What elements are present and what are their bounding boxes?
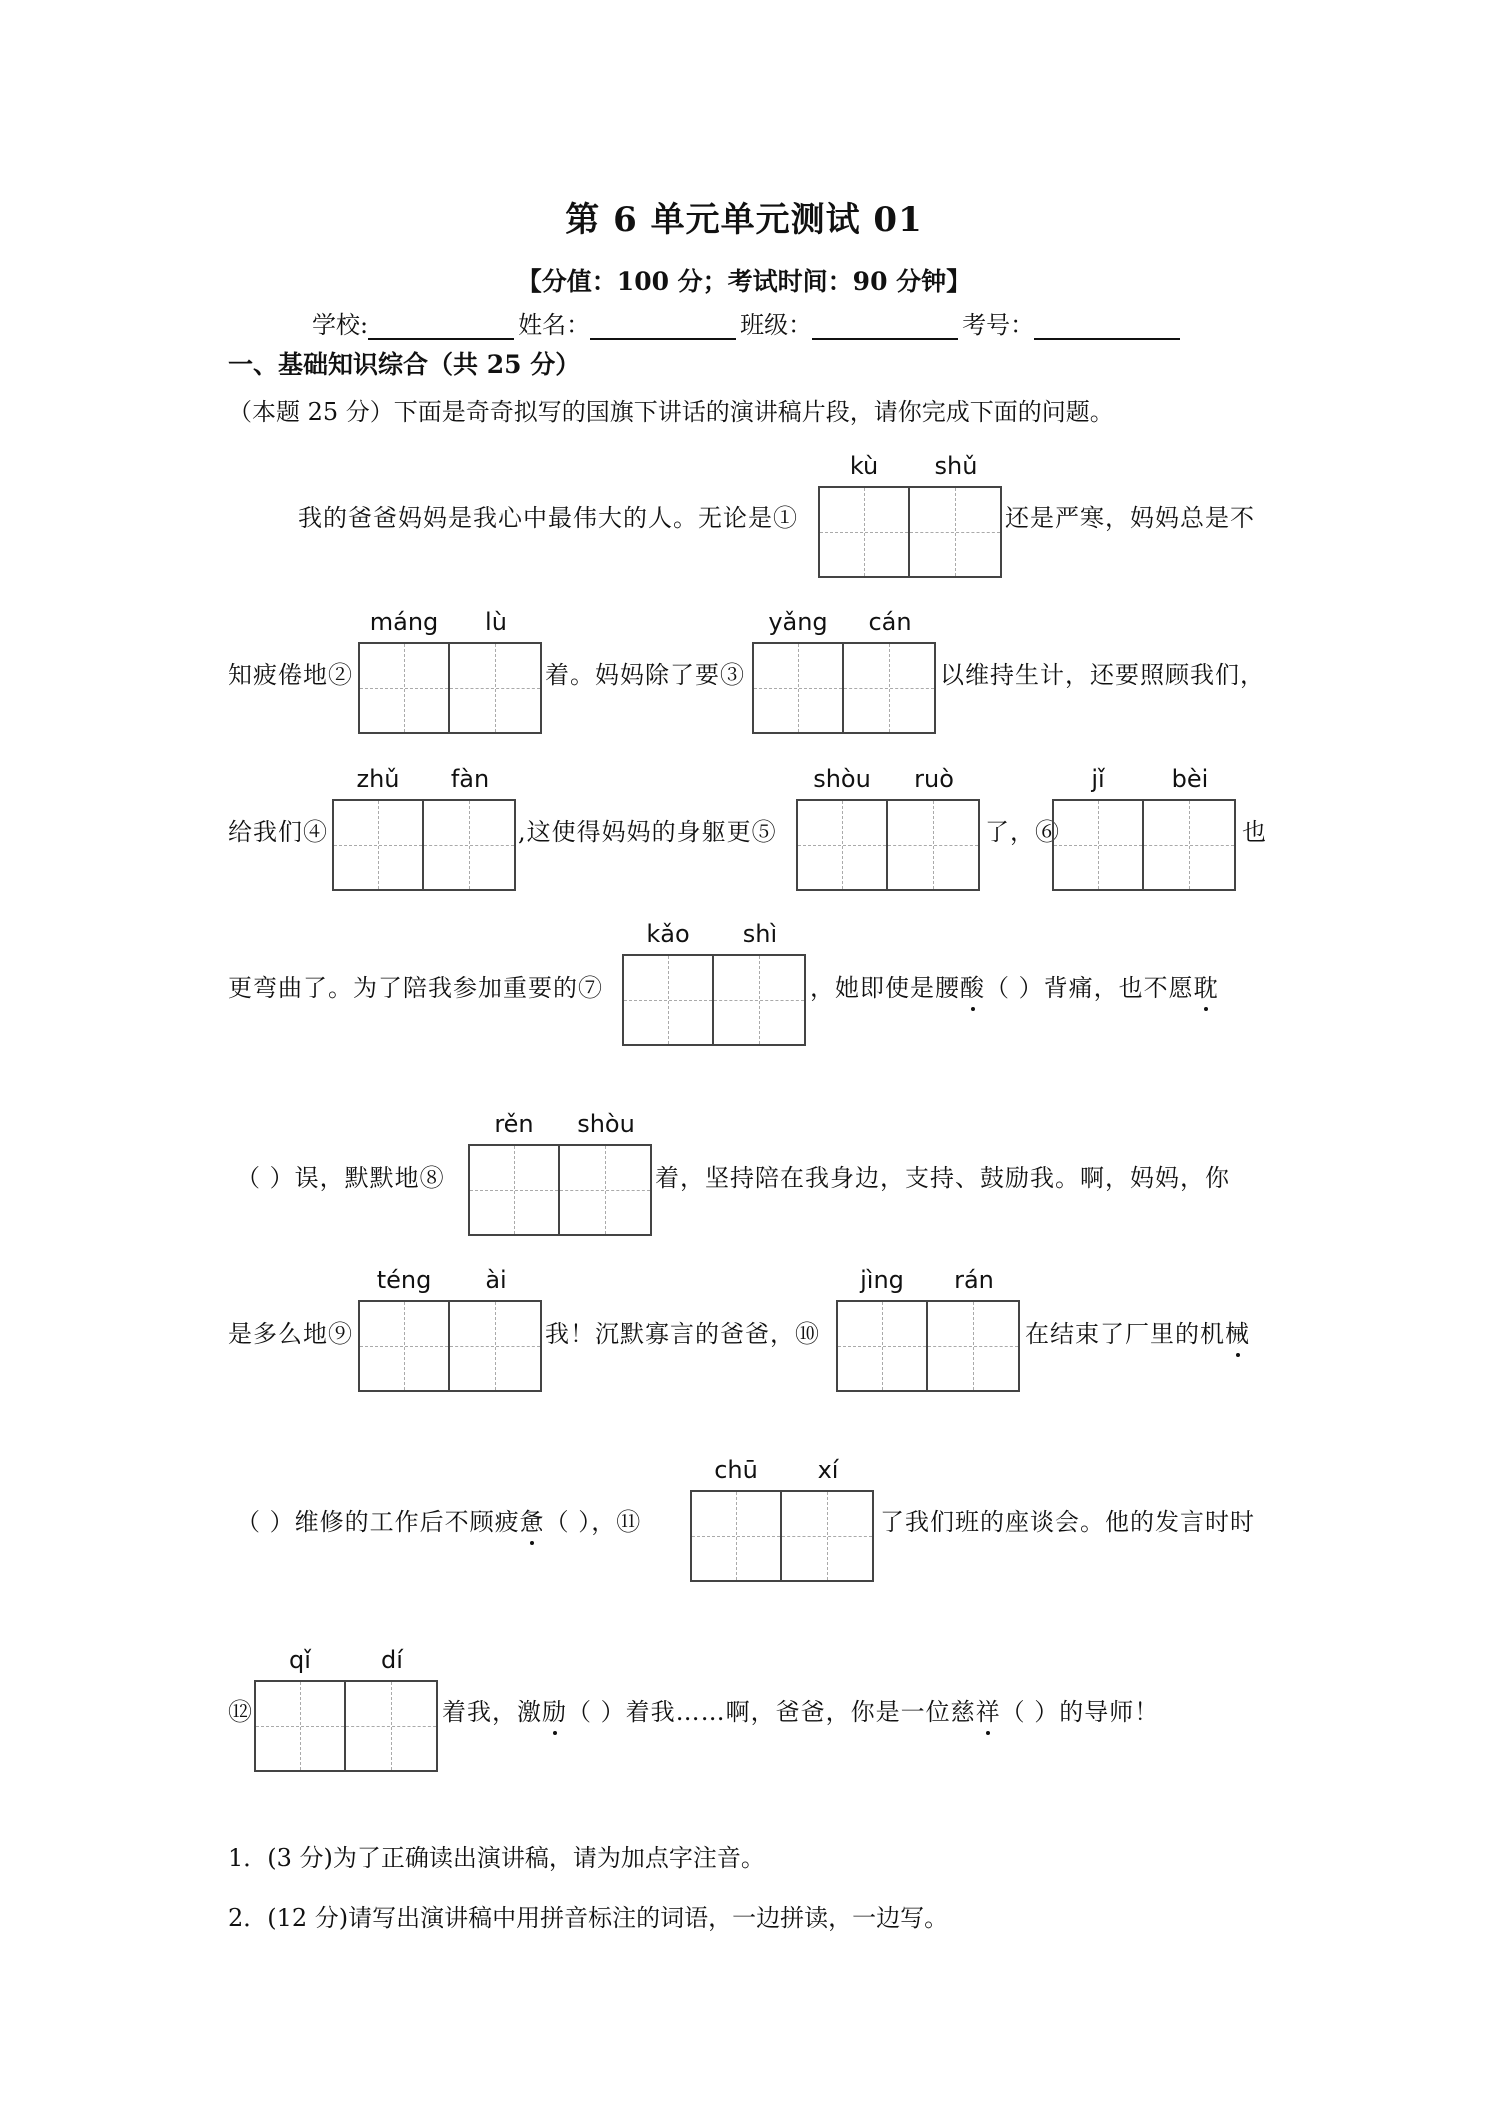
writing-cell[interactable] xyxy=(254,1680,346,1772)
passage-text: 也 xyxy=(1242,818,1267,846)
writing-cell[interactable] xyxy=(358,1300,450,1392)
passage-text: 还是严寒，妈妈总是不 xyxy=(1005,504,1255,532)
dotted-char: 惫 xyxy=(519,1508,545,1536)
section-heading: 一、基础知识综合（共 25 分） xyxy=(228,350,581,379)
pinyin: máng xyxy=(369,608,439,636)
passage-text: ⑫ xyxy=(228,1698,253,1726)
school-field[interactable] xyxy=(368,314,514,340)
dotted-char: 励 xyxy=(542,1698,567,1726)
pinyin: zhǔ xyxy=(356,765,400,793)
passage-text: 更弯曲了。为了陪我参加重要的⑦ xyxy=(228,974,603,1002)
section-intro: （本题 25 分）下面是奇奇拟写的国旗下讲话的演讲稿片段，请你完成下面的问题。 xyxy=(228,398,1114,426)
pinyin: téng xyxy=(376,1266,432,1294)
writing-cell[interactable] xyxy=(468,1144,560,1236)
name-field[interactable] xyxy=(590,314,736,340)
exam-meta: 【分值：100 分；考试时间：90 分钟】 xyxy=(516,267,972,296)
writing-cell[interactable] xyxy=(424,799,516,891)
passage-text: 以维持生计，还要照顾我们， xyxy=(940,661,1265,689)
writing-cell[interactable] xyxy=(450,642,542,734)
pinyin: dí xyxy=(381,1646,403,1674)
school-label: 学校: xyxy=(312,311,369,339)
writing-cell[interactable] xyxy=(796,799,888,891)
class-label: 班级： xyxy=(740,311,813,339)
pinyin: shǔ xyxy=(934,452,978,480)
writing-cell[interactable] xyxy=(928,1300,1020,1392)
passage-text: 给我们④ xyxy=(228,818,328,846)
passage-text: （ ）维修的工作后不顾疲惫（ ），⑪ xyxy=(236,1508,642,1536)
writing-cell[interactable] xyxy=(622,954,714,1046)
pinyin: rěn xyxy=(494,1110,534,1138)
passage-text: （ ）误，默默地⑧ xyxy=(236,1164,445,1192)
passage-text: ,这使得妈妈的身躯更⑤ xyxy=(518,818,777,846)
dotted-char: 祥 xyxy=(975,1698,1001,1726)
pinyin: ruò xyxy=(914,765,954,793)
writing-cell[interactable] xyxy=(346,1680,438,1772)
pinyin: jǐ xyxy=(1091,765,1105,793)
passage-text: 是多么地⑨ xyxy=(228,1320,353,1348)
writing-cell[interactable] xyxy=(714,954,806,1046)
pinyin: shòu xyxy=(577,1110,635,1138)
writing-cell[interactable] xyxy=(690,1490,782,1582)
passage-text: 着，坚持陪在我身边，支持、鼓励我。啊，妈妈，你 xyxy=(655,1164,1230,1192)
writing-cell[interactable] xyxy=(332,799,424,891)
pinyin: chū xyxy=(714,1456,758,1484)
page-title: 第 6 单元单元测试 01 xyxy=(565,200,923,240)
pinyin: yǎng xyxy=(768,608,828,636)
pinyin: qǐ xyxy=(289,1646,311,1674)
passage-text: ，她即使是腰酸（ ）背痛，也不愿耽 xyxy=(810,974,1219,1002)
pinyin: ài xyxy=(485,1266,507,1294)
writing-cell[interactable] xyxy=(782,1490,874,1582)
pinyin: jìng xyxy=(860,1266,904,1294)
passage-text: 我的爸爸妈妈是我心中最伟大的人。无论是① xyxy=(298,504,798,532)
pinyin: lù xyxy=(485,608,507,636)
student-info-row xyxy=(312,305,1184,340)
passage-text: 了我们班的座谈会。他的发言时时 xyxy=(880,1508,1255,1536)
passage-text: 着。妈妈除了要③ xyxy=(545,661,745,689)
question-2: 2．(12 分)请写出演讲稿中用拼音标注的词语，一边拼读，一边写。 xyxy=(228,1904,949,1932)
writing-cell[interactable] xyxy=(910,486,1002,578)
writing-cell[interactable] xyxy=(1144,799,1236,891)
writing-cell[interactable] xyxy=(560,1144,652,1236)
writing-cell[interactable] xyxy=(1052,799,1144,891)
dotted-char: 械 xyxy=(1225,1320,1250,1348)
passage-text: 知疲倦地② xyxy=(228,661,353,689)
pinyin: shòu xyxy=(813,765,871,793)
writing-cell[interactable] xyxy=(818,486,910,578)
passage-text: 着我，激励（ ）着我……啊，爸爸，你是一位慈祥（ ）的导师！ xyxy=(442,1698,1160,1726)
pinyin: kǎo xyxy=(646,920,690,948)
name-label: 姓名： xyxy=(518,311,591,339)
writing-cell[interactable] xyxy=(844,642,936,734)
passage-text: 在结束了厂里的机械 xyxy=(1025,1320,1250,1348)
question-1: 1．(3 分)为了正确读出演讲稿，请为加点字注音。 xyxy=(228,1844,765,1872)
exam-number-field[interactable] xyxy=(1034,314,1180,340)
passage-text: 了，⑥ xyxy=(985,818,1060,846)
pinyin: cán xyxy=(868,608,912,636)
pinyin: rán xyxy=(954,1266,994,1294)
dotted-char: 酸 xyxy=(960,974,985,1002)
pinyin: xí xyxy=(817,1456,839,1484)
pinyin: fàn xyxy=(450,765,490,793)
writing-cell[interactable] xyxy=(450,1300,542,1392)
class-field[interactable] xyxy=(812,314,958,340)
dotted-char: 耽 xyxy=(1193,974,1219,1002)
pinyin: bèi xyxy=(1171,765,1209,793)
writing-cell[interactable] xyxy=(358,642,450,734)
exam-number-label: 考号： xyxy=(962,311,1035,339)
writing-cell[interactable] xyxy=(752,642,844,734)
pinyin: shì xyxy=(742,920,778,948)
writing-cell[interactable] xyxy=(836,1300,928,1392)
writing-cell[interactable] xyxy=(888,799,980,891)
passage-text: 我！沉默寡言的爸爸，⑩ xyxy=(545,1320,820,1348)
pinyin: kù xyxy=(849,452,879,480)
